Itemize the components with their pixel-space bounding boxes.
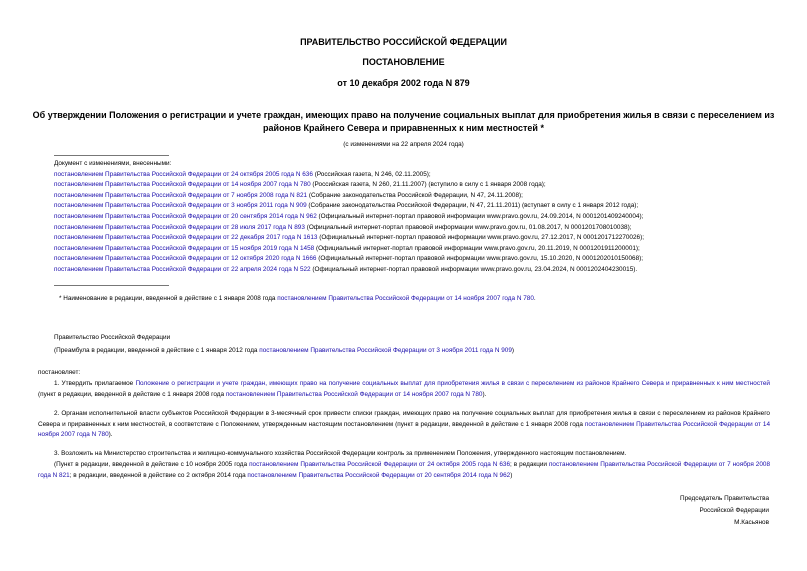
amendment-link[interactable]: постановлением Правительства Российской Федерации от 24 октября 2005 года N 636 — [54, 170, 313, 178]
clause-1-note: (пункт в редакции, введенной в действие с 1 января 2008 года — [38, 390, 226, 398]
footnote-tail: . — [533, 295, 536, 302]
government-heading: ПРАВИТЕЛЬСТВО РОССИЙСКОЙ ФЕДЕРАЦИИ — [300, 37, 507, 47]
amendment-source: (Официальный интернет-портал правовой информации www.pravo.gov.ru, 01.08.2017, N 0001201708010038); — [304, 223, 632, 231]
clause-1-amendment-link[interactable]: постановлением Правительства Российской Федерации от 14 ноября 2007 года N 780 — [225, 390, 483, 398]
document-title: Об утверждении Положения о регистрации и учете граждан, имеющих право на получение социальных выплат для приобретения жилья в связи с переселением из районов Крайнего Севера и приравненных к ним местностей * — [32, 110, 775, 133]
title-footnote — [59, 295, 799, 302]
amendment-link[interactable]: постановлением Правительства Российской Федерации от 12 октября 2020 года N 1666 — [54, 255, 317, 263]
amendment-link[interactable]: постановлением Правительства Российской Федерации от 3 ноября 2011 года N 909 — [54, 202, 307, 210]
decides-line: постановляет: — [38, 369, 81, 376]
clause-1-close: ). — [482, 390, 487, 398]
amendment-link[interactable]: постановлением Правительства Российской Федерации от 20 сентября 2014 года N 962 — [54, 212, 317, 220]
amendment-source: (Официальный интернет-портал правовой информации www.pravo.gov.ru, 27.12.2017, N 0001201712270026); — [317, 234, 645, 242]
amendments-intro: Документ с изменениями, внесенными: — [54, 160, 172, 167]
amendment-link[interactable]: постановлением Правительства Российской Федерации от 28 июля 2017 года N 893 — [54, 223, 305, 231]
divider-footnote — [54, 285, 169, 286]
amendment-source: (Российская газета, N 260, 21.11.2007) (вступило в силу с 1 января 2008 года); — [310, 181, 546, 189]
amendment-link[interactable]: постановлением Правительства Российской Федерации от 15 ноября 2019 года N 1458 — [54, 244, 315, 252]
preamble-note-text: (Преамбула в редакции, введенной в действие с 1 января 2012 года — [54, 347, 260, 354]
signature-country: Российской Федерации — [699, 507, 769, 514]
amendment-link[interactable]: постановлением Правительства Российской Федерации от 22 декабря 2017 года N 1613 — [54, 234, 318, 242]
signature-name: М.Касьянов — [734, 519, 769, 526]
preamble-note — [54, 347, 514, 354]
amendment-source: (Собрание законодательства Российской Федерации, N 47, 24.11.2008); — [307, 191, 523, 199]
amendment-link[interactable]: постановлением Правительства Российской Федерации от 7 ноября 2008 года N 821 — [54, 191, 308, 199]
amendment-item — [54, 254, 794, 265]
edition-note: (с изменениями на 22 апреля 2024 года) — [343, 141, 464, 148]
footnote-text: * Наименование в редакции, введенной в действие с 1 января 2008 года — [59, 295, 278, 302]
amendment-source: (Официальный интернет-портал правовой информации www.pravo.gov.ru, 20.11.2019, N 0001201911200001); — [314, 244, 640, 252]
clause-2-text: 2. Органам исполнительной власти субъектов Российской Федерации в 3-месячный срок привести списки граждан, имеющих право на получение социальных выплат для приобретения жилья в связи с переселением из районов Крайнего Севера и приравненных к ним местностей, в соответствие с Положением, утвержденным настоящим постановлением (пункт в редакции, введенной в действие с 1 января 2008 года — [38, 410, 770, 428]
document-date-number: от 10 декабря 2002 года N 879 — [337, 78, 470, 88]
amendment-item — [54, 170, 794, 181]
document-type-heading: ПОСТАНОВЛЕНИЕ — [362, 57, 445, 67]
amendment-item — [54, 265, 794, 276]
clause-3-note-sep2: ; в редакции, введенной в действие со 2 октября 2014 года — [69, 471, 248, 479]
signature-position: Председатель Правительства — [680, 495, 769, 502]
preamble-note-close: ) — [511, 347, 515, 354]
clause-3-note-sep1: ; в редакции — [510, 461, 549, 468]
amendment-source: (Официальный интернет-портал правовой информации www.pravo.gov.ru, 15.10.2020, N 0001202010150068); — [316, 255, 644, 263]
clause-3-link-2005[interactable]: постановлением Правительства Российской Федерации от 24 октября 2005 года N 636 — [249, 461, 511, 468]
signature-block — [680, 493, 769, 529]
clause-3-link-2008[interactable]: постановлением Правительства Российской Федерации от 7 ноября 2008 года N 821 — [38, 461, 770, 479]
clause-3-note-close: ) — [510, 471, 513, 479]
amendment-source: (Официальный интернет-портал правовой информации www.pravo.gov.ru, 23.04.2024, N 0001202404230015). — [310, 265, 638, 273]
amendment-item — [54, 223, 794, 234]
amendment-item — [54, 191, 794, 202]
preamble-note-link[interactable]: постановлением Правительства Российской Федерации от 3 ноября 2011 года N 909 — [259, 347, 512, 354]
footnote-link[interactable]: постановлением Правительства Российской Федерации от 14 ноября 2007 года N 780 — [277, 295, 534, 302]
amendments-list — [54, 159, 794, 276]
clause-2-amendment-link[interactable]: постановлением Правительства Российской Федерации от 14 ноября 2007 года N 780 — [38, 420, 770, 438]
clause-2 — [38, 409, 770, 441]
clause-2-close: ). — [108, 431, 113, 438]
amendment-item — [54, 212, 794, 223]
clause-1 — [38, 379, 770, 400]
divider-top — [54, 155, 169, 156]
amendment-source: (Российская газета, N 246, 02.11.2005); — [312, 170, 431, 178]
amendment-item — [54, 244, 794, 255]
amendment-item — [54, 233, 794, 244]
amendment-link[interactable]: постановлением Правительства Российской Федерации от 14 ноября 2007 года N 780 — [54, 181, 311, 189]
clause-3-note — [38, 460, 770, 481]
regulation-link[interactable]: Положение о регистрации и учете граждан, имеющих право на получение социальных выплат для приобретения жилья в связи с переселением из районов Крайнего Севера и приравненных к ним местностей — [135, 380, 770, 387]
amendment-item — [54, 180, 794, 191]
clause-3-link-2014[interactable]: постановлением Правительства Российской Федерации от 20 сентября 2014 года N 962 — [247, 471, 511, 479]
clause-3-note-text: (Пункт в редакции, введенной в действие с 10 ноября 2005 года — [54, 461, 250, 468]
clause-3: 3. Возложить на Министерство строительства и жилищно-коммунального хозяйства Российской Федерации контроль за применением Положения, утвержденного настоящим постановлением. — [54, 450, 627, 457]
preamble-government: Правительство Российской Федерации — [54, 334, 171, 341]
amendment-link[interactable]: постановлением Правительства Российской Федерации от 22 апреля 2024 года N 522 — [54, 265, 311, 273]
clause-1-text: 1. Утвердить прилагаемое — [54, 380, 136, 387]
amendment-source: (Официальный интернет-портал правовой информации www.pravo.gov.ru, 24.09.2014, N 0001201409240004); — [316, 212, 644, 220]
amendment-item — [54, 201, 794, 212]
amendment-source: (Собрание законодательства Российской Федерации, N 47, 21.11.2011) (вступает в силу с 1 января 2012 года); — [306, 202, 639, 210]
